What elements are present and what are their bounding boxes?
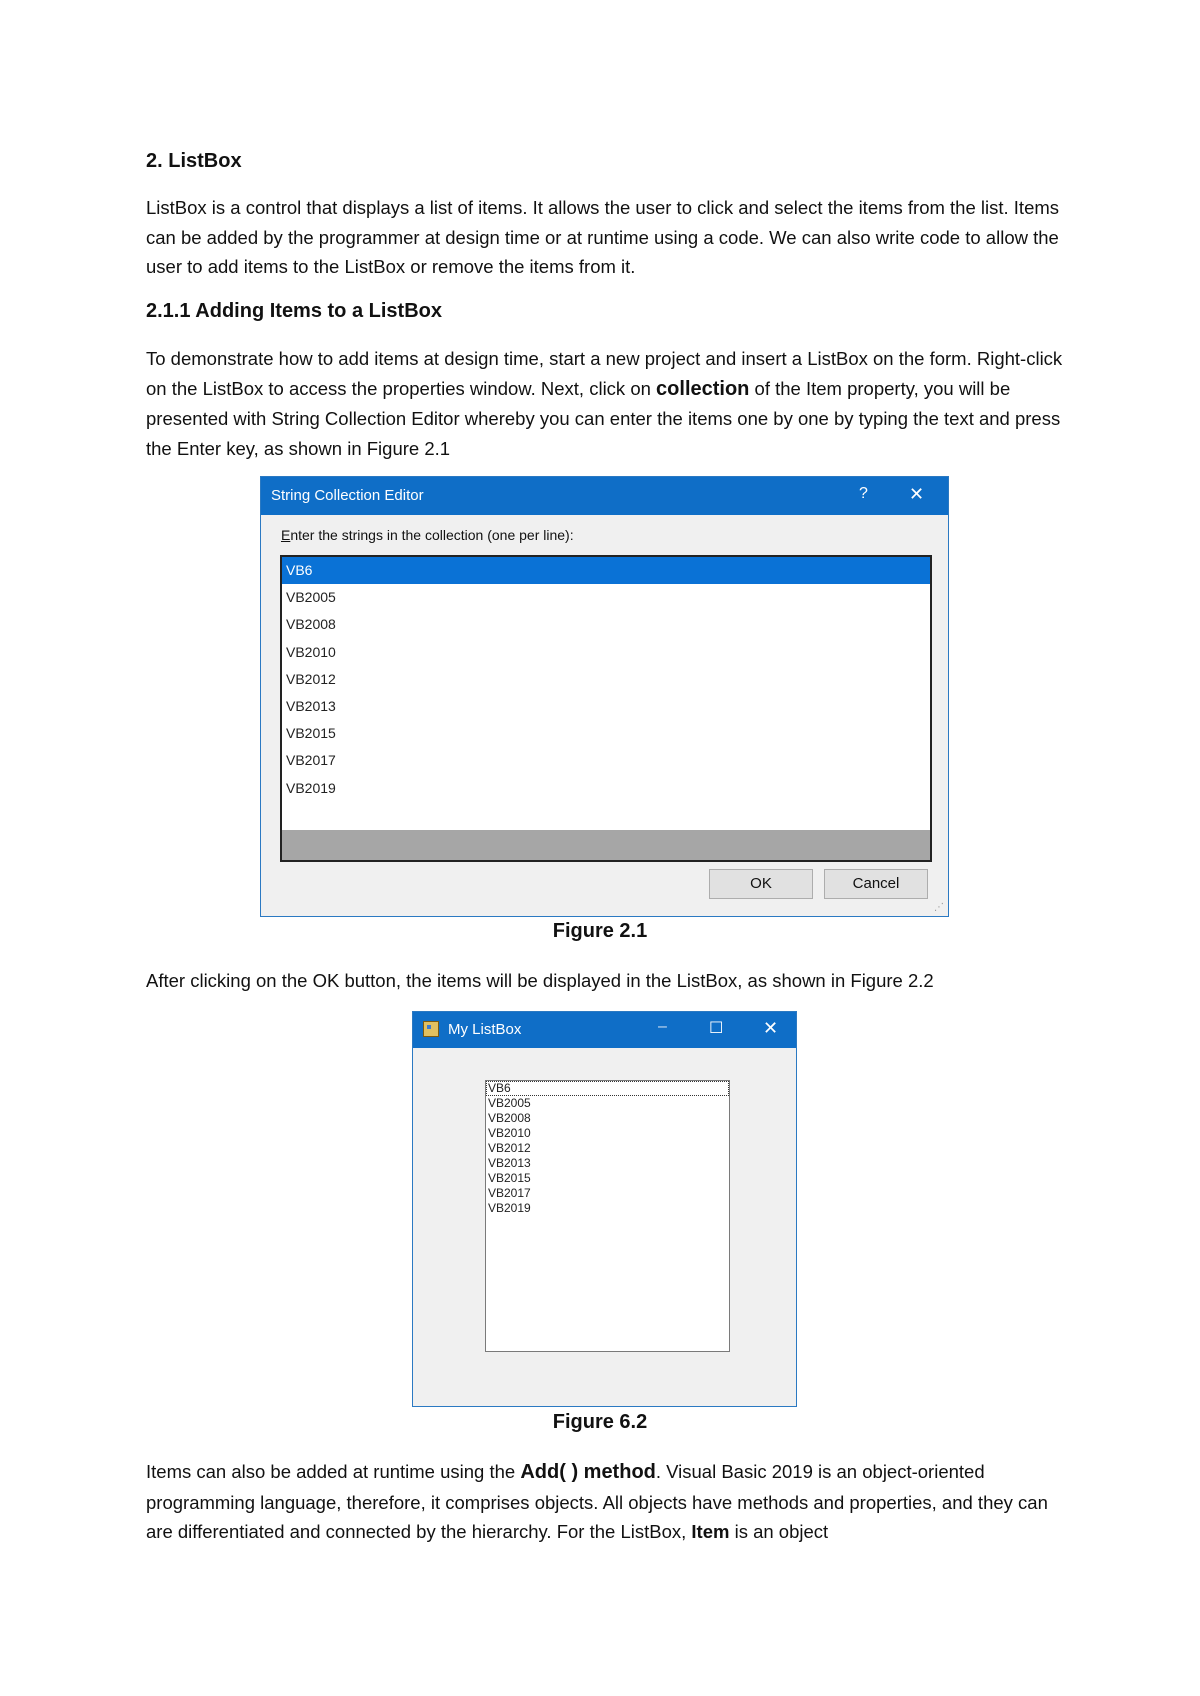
string-line[interactable]: VB2013 (286, 697, 336, 714)
figure-caption-1: Figure 2.1 (552, 920, 648, 942)
para4-text-before: Items can also be added at runtime using the (146, 1461, 521, 1482)
list-item[interactable]: VB2019 (488, 1201, 531, 1215)
string-line[interactable]: VB2010 (286, 643, 336, 660)
para4-text-after: is an object (729, 1521, 829, 1542)
string-line[interactable]: VB2012 (286, 670, 336, 687)
app-icon (423, 1021, 439, 1037)
window-title: My ListBox (448, 1021, 522, 1038)
string-collection-editor-dialog (260, 476, 949, 917)
string-line[interactable]: VB6 (282, 557, 930, 584)
para2-text-after: of the Item property, you will be presented with String Collection Editor whereby you can enter the items one by one by typing the text and press the Enter key, as shown in Figure 2.1 (146, 377, 1061, 459)
string-line[interactable]: VB2015 (286, 725, 336, 742)
minimize-icon[interactable]: – (658, 1018, 667, 1035)
string-line[interactable]: VB2005 (286, 589, 336, 606)
prompt-mnemonic: E (281, 527, 291, 543)
string-line[interactable]: VB2008 (286, 616, 336, 633)
dialog-title-bar[interactable] (261, 477, 948, 515)
after-ok-paragraph: After clicking on the OK button, the items will be displayed in the ListBox, as shown in Figure 2.2 (146, 970, 934, 991)
horizontal-scrollbar[interactable] (282, 830, 930, 860)
list-item[interactable]: VB2010 (488, 1126, 531, 1140)
collection-keyword: collection (656, 377, 750, 400)
strings-textarea[interactable] (280, 555, 932, 862)
para2-text-before: To demonstrate how to add items at design time, start a new project and insert a ListBox on the form. Right-click on the ListBox to access the properties window. Next, click on (146, 348, 1063, 399)
list-item[interactable]: VB6 (486, 1081, 729, 1096)
help-icon[interactable]: ? (859, 485, 868, 502)
list-item[interactable]: VB2005 (488, 1096, 531, 1110)
list-item[interactable]: VB2013 (488, 1156, 531, 1170)
editor-prompt (281, 527, 574, 543)
para4-text-middle: . Visual Basic 2019 is an object-oriented programming language, therefore, it comprises objects. All objects have methods and properties, and they can are differentiated and connected by the hierarchy. For the ListBox, (146, 1461, 1048, 1542)
figure-caption-2: Figure 6.2 (552, 1411, 648, 1433)
design-time-paragraph (146, 344, 1066, 463)
section-heading: 2. ListBox (146, 150, 242, 172)
listbox[interactable] (485, 1080, 730, 1352)
close-icon[interactable]: ✕ (909, 484, 925, 504)
cancel-button[interactable]: Cancel (824, 869, 928, 899)
add-method-keyword: Add( ) method (520, 1461, 656, 1483)
maximize-icon[interactable]: ☐ (709, 1020, 724, 1037)
list-item[interactable]: VB2015 (488, 1171, 531, 1185)
ok-button[interactable]: OK (709, 869, 813, 899)
window-title-bar[interactable] (413, 1012, 796, 1048)
subsection-heading: 2.1.1 Adding Items to a ListBox (146, 300, 442, 322)
list-item[interactable]: VB2008 (488, 1111, 531, 1125)
close-icon[interactable]: ✕ (763, 1018, 779, 1038)
prompt-text: nter the strings in the collection (one per line): (290, 527, 574, 543)
dialog-title: String Collection Editor (271, 487, 424, 504)
string-line[interactable]: VB2019 (286, 779, 336, 796)
list-item[interactable]: VB2017 (488, 1186, 531, 1200)
runtime-paragraph (146, 1457, 1066, 1547)
item-keyword: Item (691, 1521, 730, 1542)
string-line[interactable]: VB2017 (286, 752, 336, 769)
resize-grip-icon[interactable]: ⋰ (934, 902, 944, 913)
my-listbox-window (412, 1011, 797, 1407)
list-item[interactable]: VB2012 (488, 1141, 531, 1155)
intro-paragraph: ListBox is a control that displays a list of items. It allows the user to click and select the items from the list. Items can be added by the programmer at design time or at runtime using a code. We can also write code to allow the user to add items to the ListBox or remove the items from it. (146, 197, 1060, 277)
